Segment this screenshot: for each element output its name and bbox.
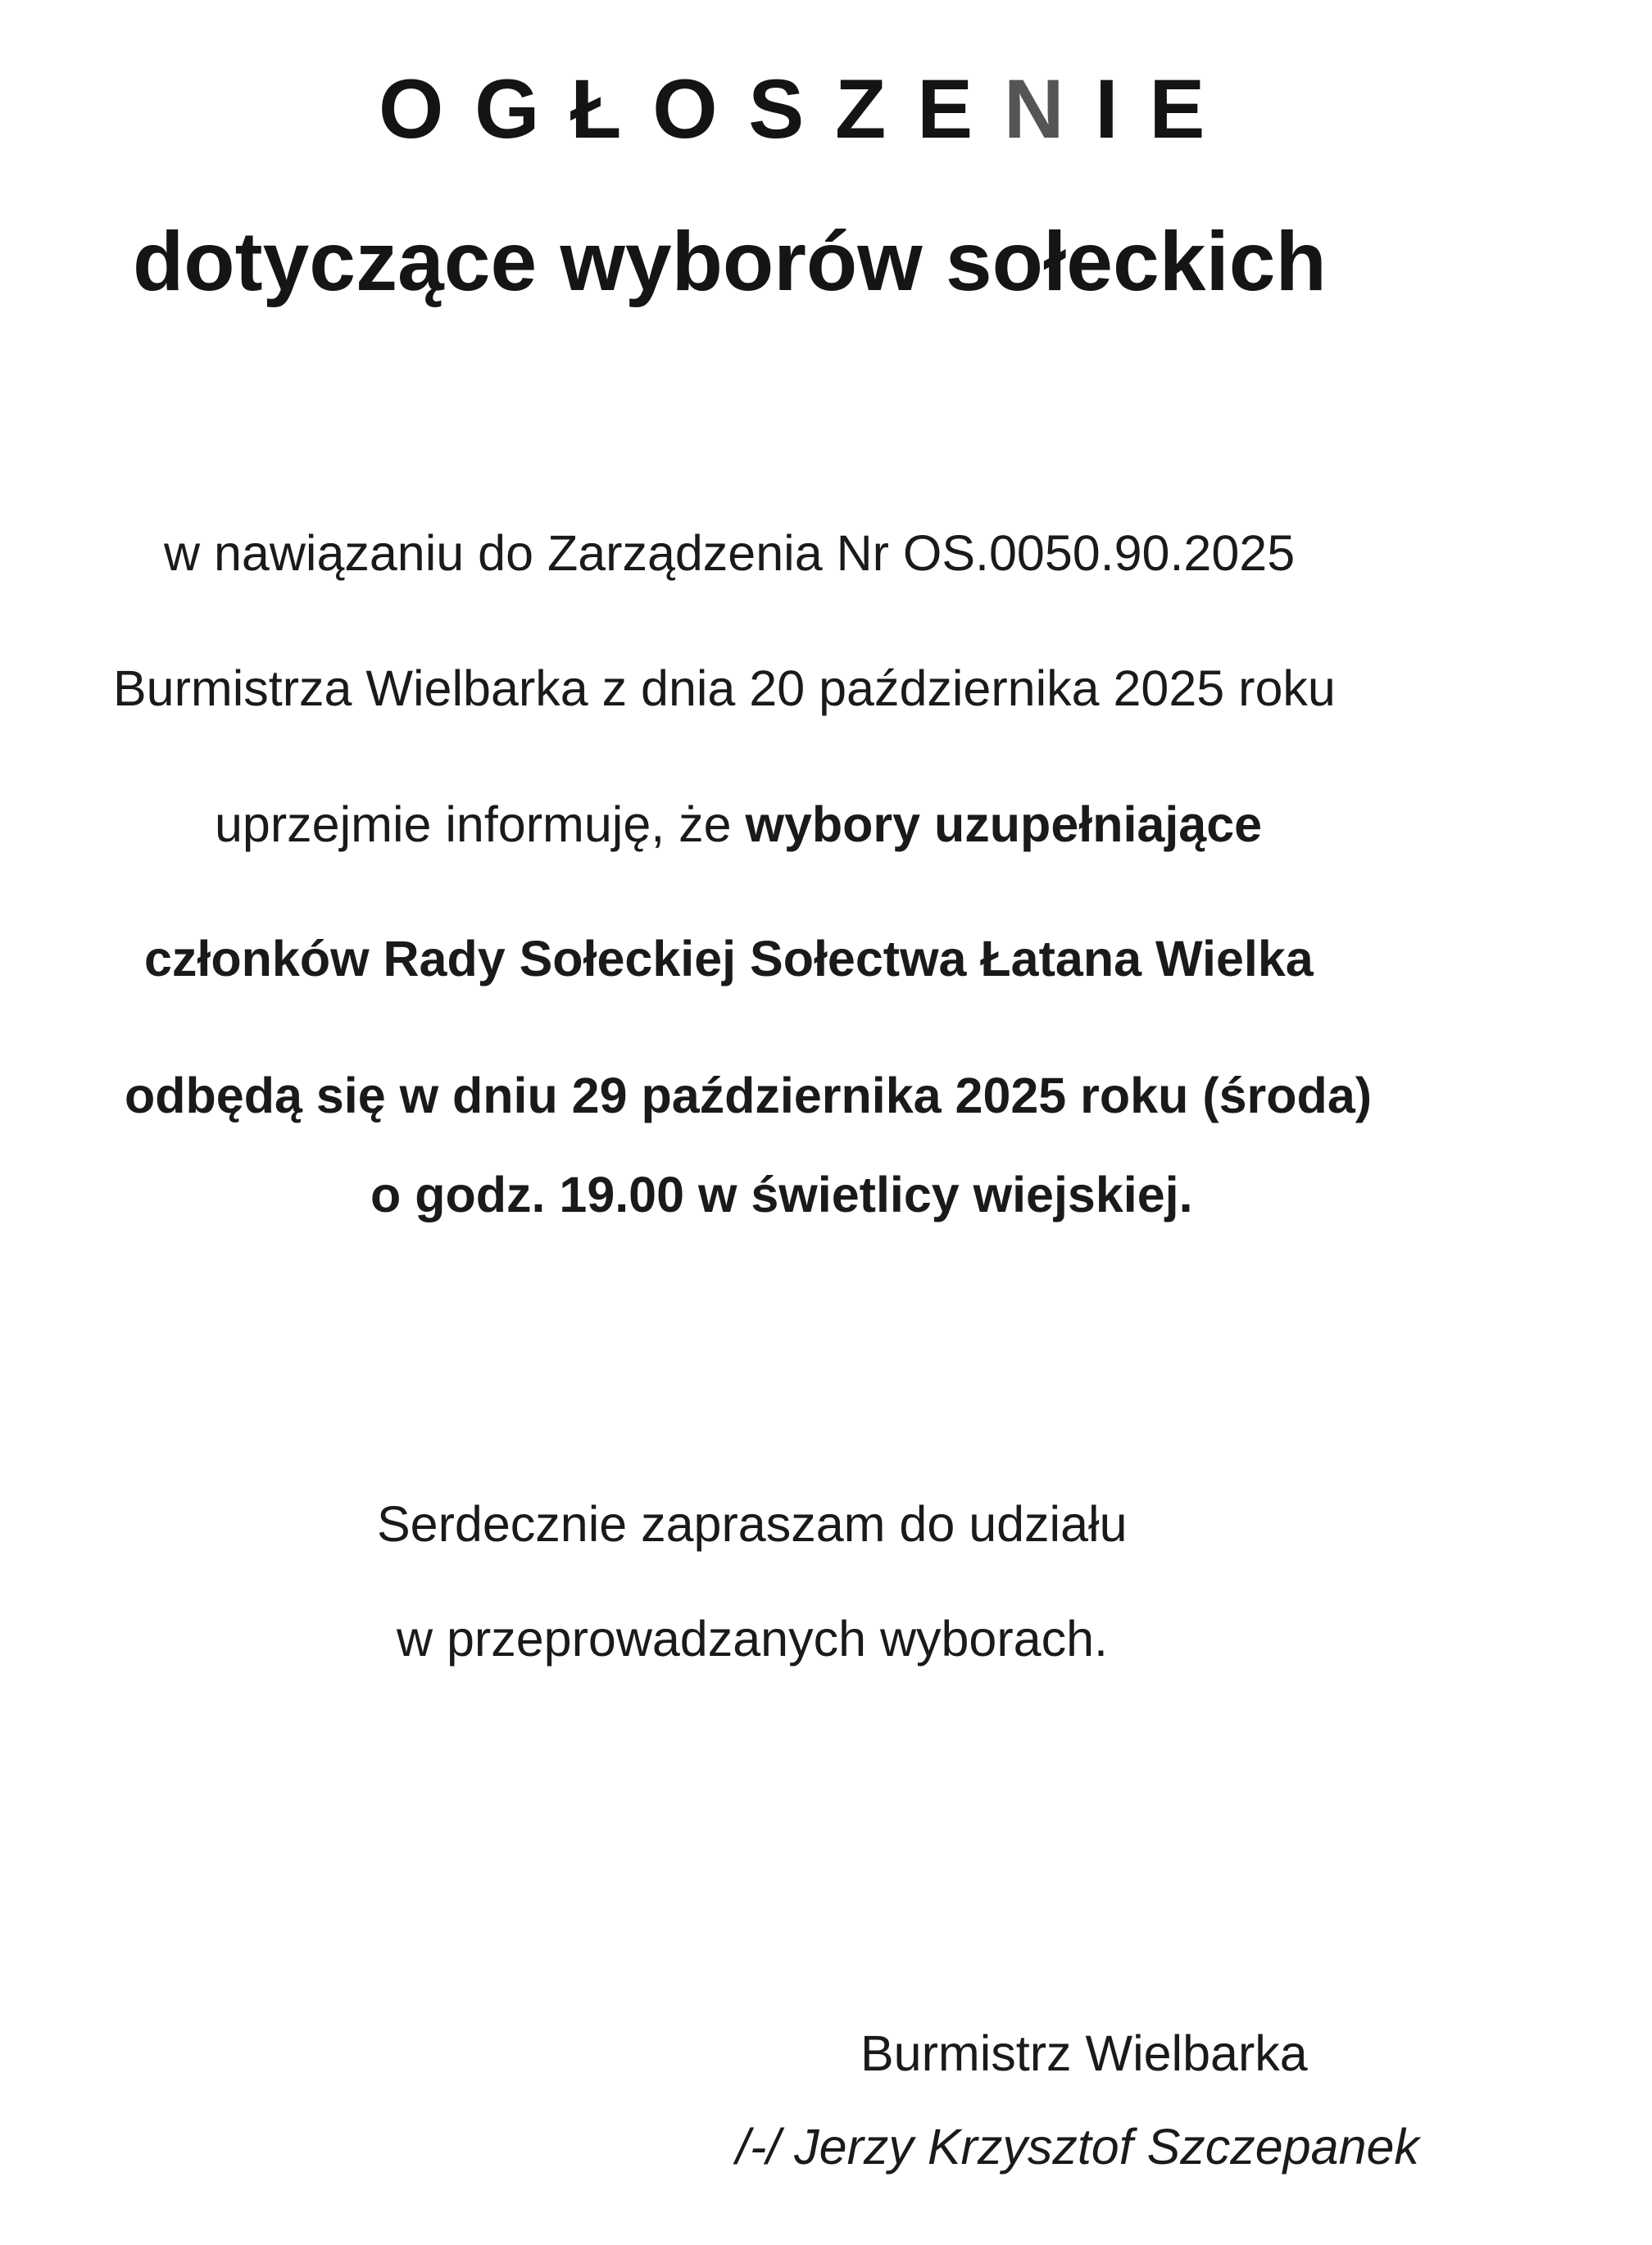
paragraph-line-3	[215, 796, 1263, 852]
title-part-1: OGŁOSZE	[379, 62, 1004, 156]
paragraph-line-3-regular: uprzejmie informuję, że	[215, 796, 746, 852]
announcement-subtitle: dotyczące wyborów sołeckich	[133, 215, 1327, 308]
invitation-line-1: Serdecznie zapraszam do udziału	[377, 1496, 1128, 1552]
announcement-title	[379, 62, 1237, 156]
paragraph-line-2: Burmistrza Wielbarka z dnia 20 października 2025 roku	[113, 660, 1336, 716]
paragraph-line-6: o godz. 19.00 w świetlicy wiejskiej.	[370, 1167, 1193, 1222]
paragraph-line-1: w nawiązaniu do Zarządzenia Nr OS.0050.90.2025	[164, 525, 1296, 581]
signature-name: /-/ Jerzy Krzysztof Szczepanek	[736, 2119, 1419, 2175]
title-part-3: IE	[1095, 62, 1237, 156]
invitation-line-2: w przeprowadzanych wyborach.	[397, 1611, 1108, 1667]
paragraph-line-3-bold: wybory uzupełniające	[745, 796, 1263, 852]
paragraph-line-4: członków Rady Sołeckiej Sołectwa Łatana Wielka	[144, 931, 1314, 986]
signature-title: Burmistrz Wielbarka	[860, 2025, 1308, 2081]
paragraph-line-5: odbędą się w dniu 29 października 2025 roku (środa)	[125, 1068, 1373, 1123]
title-part-2: N	[1003, 62, 1096, 156]
